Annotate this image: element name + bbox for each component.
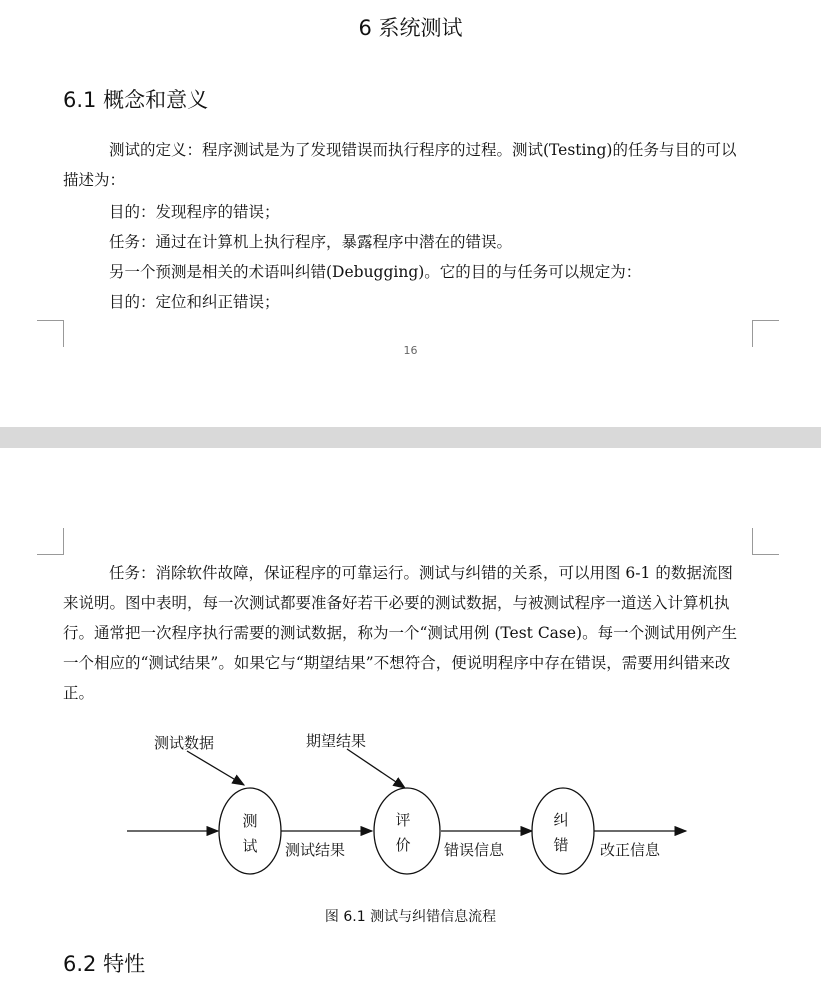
node-test <box>219 788 281 874</box>
page-number: 16 <box>403 344 418 357</box>
margin-corner-bottom-right <box>752 320 779 347</box>
node-test-label-top: 测 <box>242 812 258 830</box>
label-expected-result: 期望结果 <box>306 732 367 750</box>
arrow-expected-result <box>347 749 405 788</box>
node-debug-label-bottom: 错 <box>553 836 569 854</box>
paragraph-definition: 测试的定义：程序测试是为了发现错误而执行程序的过程。测试(Testing)的任务与目的可以描述为： <box>63 141 737 189</box>
arrow-test-data <box>187 751 244 785</box>
line-debug-goal: 目的：定位和纠正错误； <box>109 293 280 311</box>
figure-caption: 图 6.1 测试与纠错信息流程 <box>324 909 497 925</box>
line-task: 任务：通过在计算机上执行程序，暴露程序中潜在的错误。 <box>109 233 513 251</box>
label-test-data: 测试数据 <box>154 734 215 752</box>
section-heading-6-2: 6.2 特性 <box>63 952 146 976</box>
node-evaluate <box>374 788 440 874</box>
node-debug-label-top: 纠 <box>553 811 569 829</box>
margin-corner-bottom-left <box>37 320 64 347</box>
section-heading-6-1: 6.1 概念和意义 <box>63 88 209 112</box>
chapter-title: 6 系统测试 <box>358 16 463 40</box>
node-debug <box>532 788 594 874</box>
line-goal: 目的：发现程序的错误； <box>109 203 280 221</box>
line-debugging: 另一个预测是相关的术语叫纠错(Debugging)。它的目的与任务可以规定为： <box>109 263 642 281</box>
edge-label-test-result: 测试结果 <box>285 841 346 859</box>
paragraph-relationship: 任务：消除软件故障，保证程序的可靠运行。测试与纠错的关系，可以用图 6-1 的数据流图来说明。图中表明，每一次测试都要准备好若干必要的测试数据，与被测试程序一道送入计算机执行。通常把一次程序执行需要的测试数据，称为一个“测试用例 (Test Case)。每一个测试用例产生一个相应的“测试结果”。如果它与“期望结果”不想符合，便说明程序中存在错误，需要用纠错来改正。 <box>63 564 738 702</box>
page-2 <box>0 448 821 1004</box>
edge-label-error-info: 错误信息 <box>444 841 505 859</box>
node-evaluate-label-bottom: 价 <box>395 836 411 854</box>
node-evaluate-label-top: 评 <box>395 811 411 829</box>
page-gap <box>0 427 821 448</box>
page-1 <box>0 0 821 427</box>
node-test-label-bottom: 试 <box>242 837 258 855</box>
edge-label-fix-info: 改正信息 <box>600 841 661 859</box>
